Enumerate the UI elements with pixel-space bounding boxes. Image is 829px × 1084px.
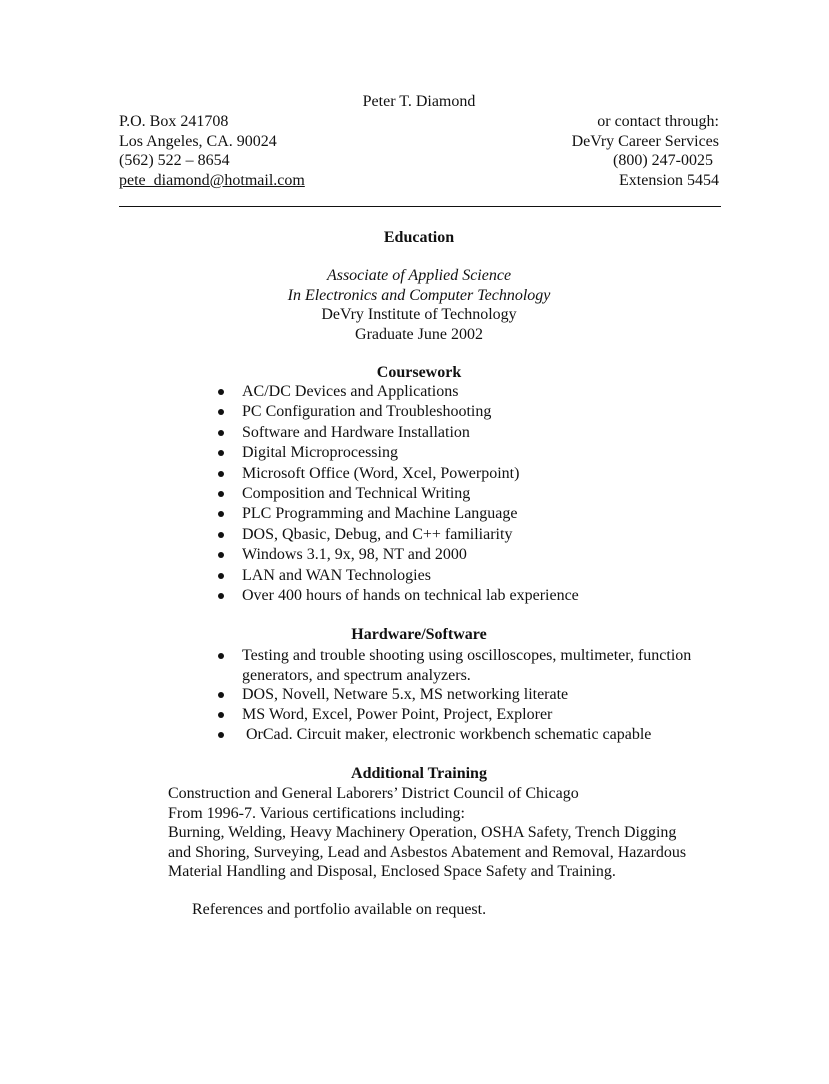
mailing-address <box>119 112 305 190</box>
contact-phone: (800) 247-0025 <box>613 152 713 169</box>
school-name: DeVry Institute of Technology <box>321 306 517 323</box>
bullet-icon <box>218 450 224 456</box>
email-link[interactable]: pete_diamond@hotmail.com <box>119 171 305 189</box>
coursework-list <box>218 382 579 606</box>
bullet-icon <box>218 712 224 718</box>
alternate-contact <box>572 112 719 190</box>
bullet-icon <box>218 532 224 538</box>
contact-org: DeVry Career Services <box>571 132 719 150</box>
list-item: Digital Microprocessing <box>218 443 579 463</box>
list-item: PLC Programming and Machine Language <box>218 504 579 524</box>
list-item: Microsoft Office (Word, Xcel, Powerpoint) <box>218 464 579 484</box>
education-heading: Education <box>383 229 455 246</box>
contact-extension: Extension 5454 <box>619 171 719 189</box>
list-item: Windows 3.1, 9x, 98, NT and 2000 <box>218 545 579 565</box>
training-line: Material Handling and Disposal, Enclosed Space Safety and Training. <box>168 863 616 881</box>
list-item: PC Configuration and Troubleshooting <box>218 402 579 422</box>
coursework-heading: Coursework <box>376 364 462 381</box>
list-item: DOS, Novell, Netware 5.x, MS networking literate <box>218 685 722 705</box>
bullet-icon <box>218 692 224 698</box>
list-item: AC/DC Devices and Applications <box>218 382 579 402</box>
bullet-icon <box>218 430 224 436</box>
list-item: DOS, Qbasic, Debug, and C++ familiarity <box>218 525 579 545</box>
contact-intro: or contact through: <box>597 113 719 130</box>
list-item: OrCad. Circuit maker, electronic workbench schematic capable <box>218 725 722 745</box>
address-line-city: Los Angeles, CA. 90024 <box>119 132 277 150</box>
training-line: Burning, Welding, Heavy Machinery Operation, OSHA Safety, Trench Digging <box>168 824 677 842</box>
bullet-icon <box>218 409 224 415</box>
bullet-icon <box>218 511 224 517</box>
list-item: Over 400 hours of hands on technical lab experience <box>218 586 579 606</box>
list-item: Composition and Technical Writing <box>218 484 579 504</box>
education-details <box>0 266 829 344</box>
additional-training-heading: Additional Training <box>351 765 487 782</box>
bullet-icon <box>218 389 224 395</box>
training-line: Construction and General Laborers’ District Council of Chicago <box>168 785 579 802</box>
header-divider <box>119 206 721 207</box>
training-line: From 1996-7. Various certifications including: <box>168 804 465 822</box>
bullet-icon <box>218 732 224 738</box>
bullet-icon <box>218 491 224 497</box>
additional-training-text <box>168 784 728 882</box>
list-item: MS Word, Excel, Power Point, Project, Explorer <box>218 705 722 725</box>
hardware-software-list <box>218 646 722 746</box>
graduation-date: Graduate June 2002 <box>355 325 483 343</box>
list-item: LAN and WAN Technologies <box>218 566 579 586</box>
bullet-icon <box>218 552 224 558</box>
bullet-icon <box>218 471 224 477</box>
hardware-software-heading: Hardware/Software <box>351 626 487 643</box>
address-line-po-box: P.O. Box 241708 <box>119 113 229 130</box>
references-note: References and portfolio available on request. <box>192 901 487 918</box>
degree-title: Associate of Applied Science <box>326 267 512 284</box>
bullet-icon <box>218 593 224 599</box>
degree-major: In Electronics and Computer Technology <box>287 286 551 304</box>
training-line: and Shoring, Surveying, Lead and Asbestos Abatement and Removal, Hazardous <box>168 843 687 861</box>
bullet-icon <box>218 573 224 579</box>
list-item: Software and Hardware Installation <box>218 423 579 443</box>
bullet-icon <box>218 653 224 659</box>
list-item: Testing and trouble shooting using oscilloscopes, multimeter, function generators, and spectrum analyzers. <box>218 646 722 685</box>
applicant-name: Peter T. Diamond <box>362 93 476 110</box>
phone-number: (562) 522 – 8654 <box>119 152 230 169</box>
